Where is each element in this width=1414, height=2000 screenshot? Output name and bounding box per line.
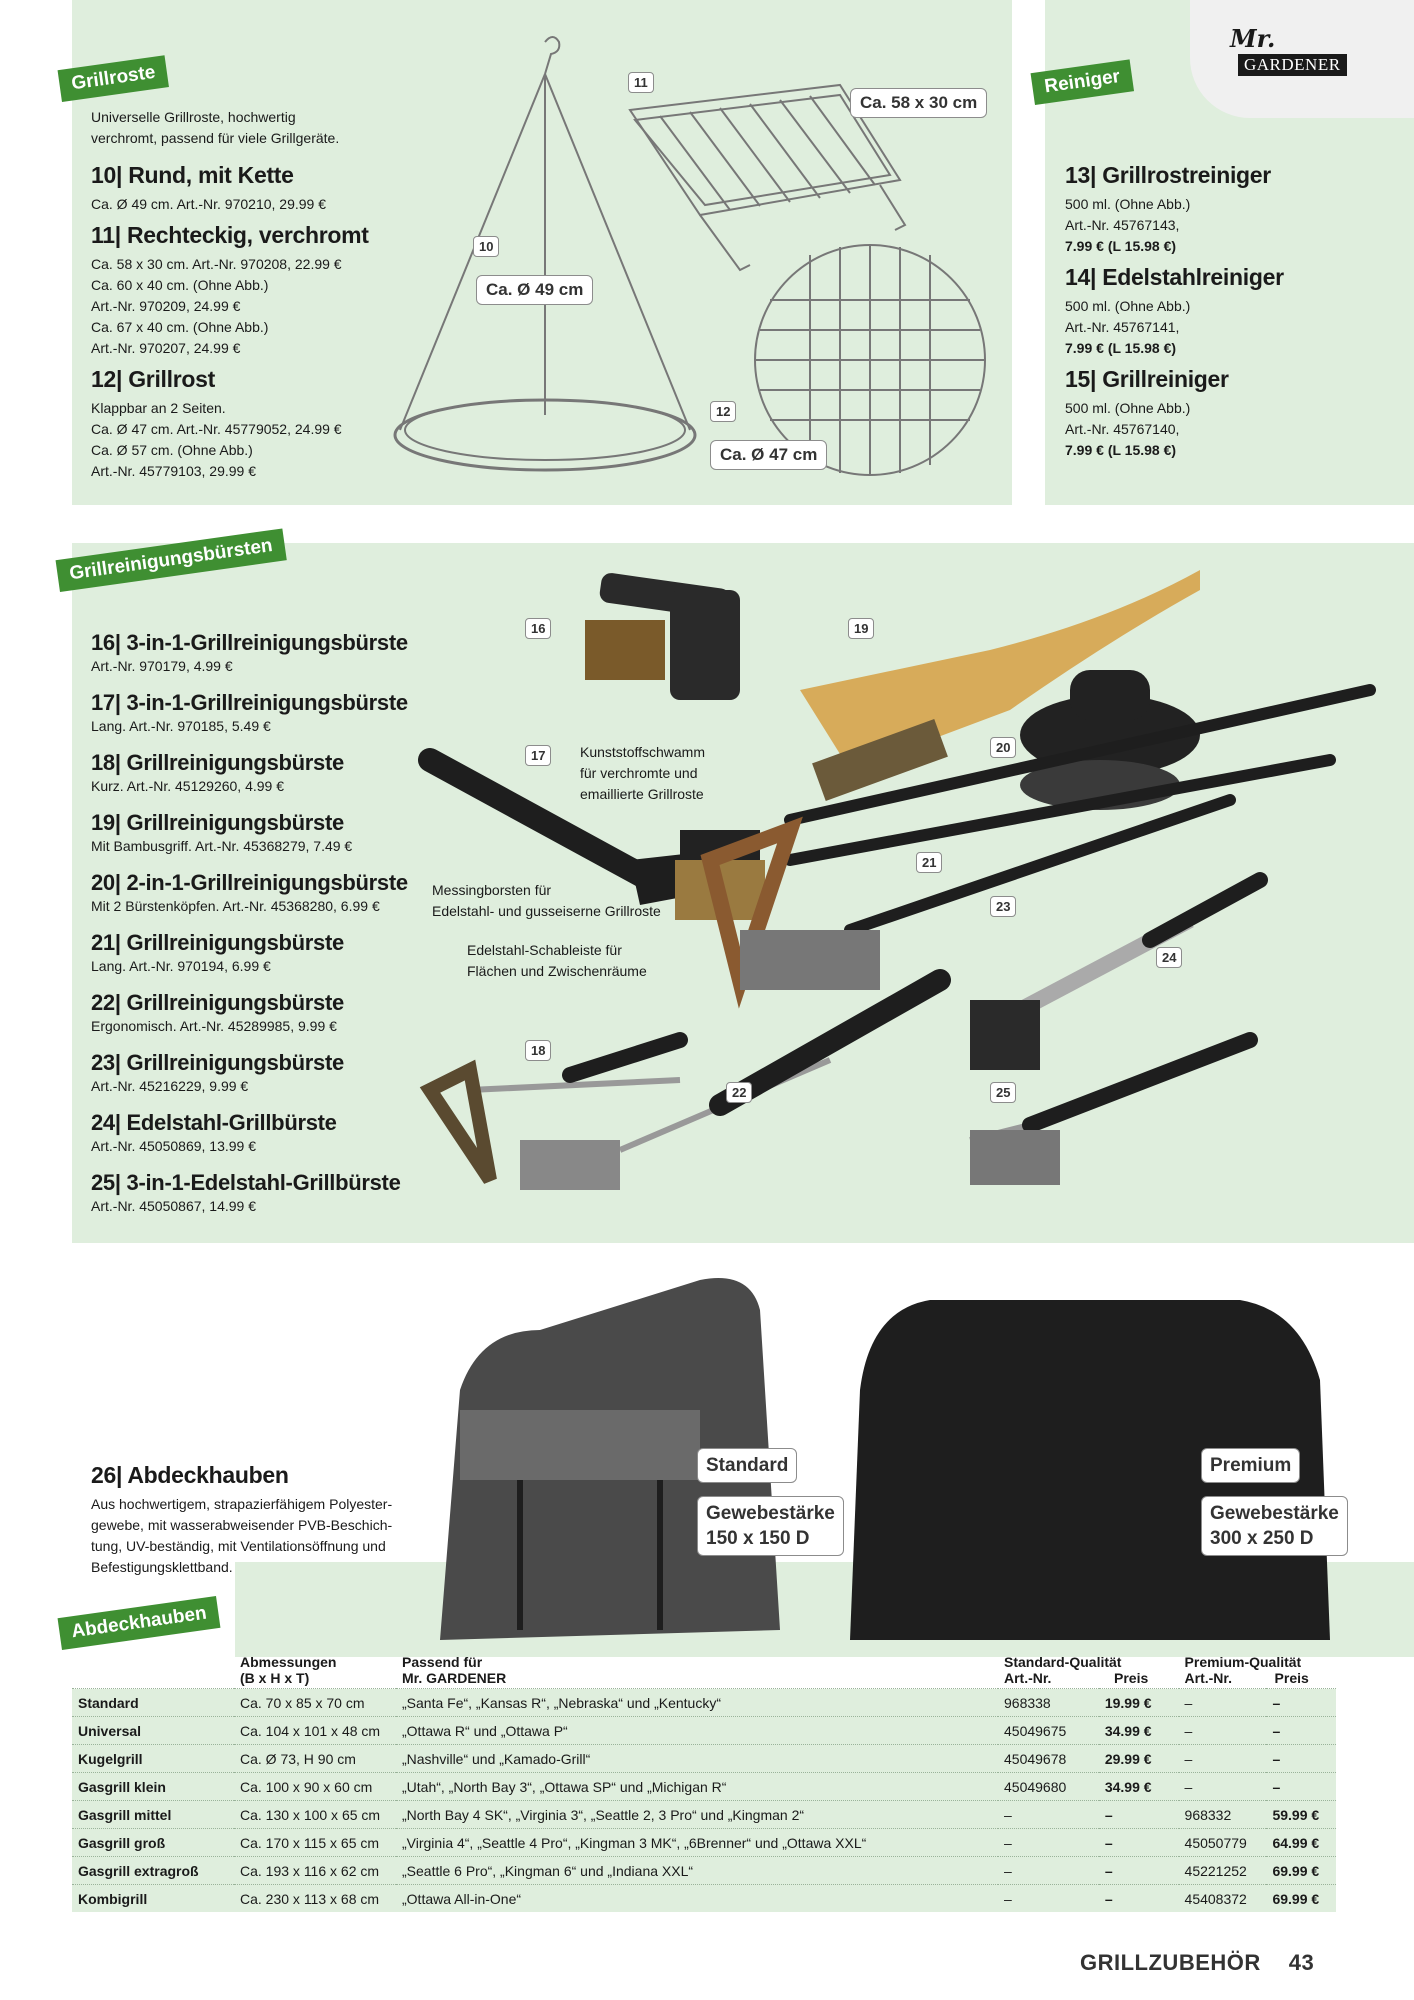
item-12-details — [91, 398, 342, 482]
table-cell: 45049675 — [998, 1717, 1099, 1745]
table-row — [72, 1745, 1336, 1773]
table-row — [72, 1857, 1336, 1885]
table-cell: Kombigrill — [72, 1885, 234, 1913]
detail-line: Ca. Ø 49 cm. Art.-Nr. 970210, 29.99 € — [91, 196, 327, 212]
table-cell: Ca. 130 x 100 x 65 cm — [234, 1801, 396, 1829]
buersten-item — [91, 690, 431, 750]
weight-line: Gewebestärke — [1210, 1503, 1339, 1524]
premium-label: Premium — [1201, 1448, 1300, 1483]
table-cell: 29.99 € — [1099, 1745, 1179, 1773]
buersten-list — [91, 630, 431, 1230]
note-scraper — [467, 940, 647, 982]
buersten-line: Kurz. Art.-Nr. 45129260, 4.99 € — [91, 778, 285, 794]
table-cell: Gasgrill groß — [72, 1829, 234, 1857]
buersten-line: Art.-Nr. 45216229, 9.99 € — [91, 1078, 249, 1094]
abdeckhauben-tag: Abdeckhauben — [58, 1596, 221, 1650]
note-sponge — [580, 742, 705, 805]
grillroste-tag: Grillroste — [58, 55, 170, 102]
table-cell: „Seattle 6 Pro“, „Kingman 6“ und „Indiana XXL“ — [396, 1857, 998, 1885]
detail-line: Klappbar an 2 Seiten. — [91, 400, 226, 416]
col-type — [72, 1652, 234, 1689]
table-row — [72, 1829, 1336, 1857]
item-14-heading: 14| Edelstahlreiniger — [1065, 264, 1284, 290]
table-cell: „Santa Fe“, „Kansas R“, „Nebraska“ und „Kentucky“ — [396, 1689, 998, 1717]
detail-line: Art.-Nr. 45767140, — [1065, 421, 1180, 437]
badge-16: 16 — [525, 618, 551, 639]
table-cell: 59.99 € — [1266, 1801, 1336, 1829]
intro-line: verchromt, passend für viele Grillgeräte. — [91, 130, 340, 146]
detail-line: 7.99 € (L 15.98 €) — [1065, 340, 1177, 356]
buersten-item — [91, 1110, 431, 1170]
table-cell: 968332 — [1179, 1801, 1267, 1829]
detail-line: Art.-Nr. 970209, 24.99 € — [91, 298, 241, 314]
badge-10: 10 — [473, 236, 499, 257]
item-15-details — [1065, 398, 1190, 461]
table-cell: „Ottawa R“ und „Ottawa P“ — [396, 1717, 998, 1745]
table-cell: – — [1179, 1773, 1267, 1801]
buersten-heading: 20| 2-in-1-Grillreinigungsbürste — [91, 870, 408, 895]
buersten-line: Ergonomisch. Art.-Nr. 45289985, 9.99 € — [91, 1018, 337, 1034]
page-number: 43 — [1288, 1950, 1315, 1975]
section-label: GRILLZUBEHÖR — [1080, 1950, 1261, 1975]
detail-line: Ca. Ø 47 cm. Art.-Nr. 45779052, 24.99 € — [91, 421, 342, 437]
size-label-11: Ca. 58 x 30 cm — [850, 88, 987, 118]
table-cell: 34.99 € — [1099, 1773, 1179, 1801]
buersten-line: Mit 2 Bürstenköpfen. Art.-Nr. 45368280, 6.99 € — [91, 898, 380, 914]
table-cell: Ca. 104 x 101 x 48 cm — [234, 1717, 396, 1745]
desc-line: Befestigungsklettband. — [91, 1559, 233, 1575]
note-line: Edelstahl-Schableiste für — [467, 942, 622, 958]
buersten-heading: 16| 3-in-1-Grillreinigungsbürste — [91, 630, 408, 655]
buersten-line: Art.-Nr. 45050867, 14.99 € — [91, 1198, 256, 1214]
detail-line: Art.-Nr. 45767141, — [1065, 319, 1180, 335]
buersten-item — [91, 810, 431, 870]
logo-brand: GARDENER — [1238, 54, 1347, 76]
table-row — [72, 1885, 1336, 1913]
table-cell: „Utah“, „North Bay 3“, „Ottawa SP“ und „Michigan R“ — [396, 1773, 998, 1801]
buersten-heading: 25| 3-in-1-Edelstahl-Grillbürste — [91, 1170, 401, 1195]
detail-line: Art.-Nr. 970207, 24.99 € — [91, 340, 241, 356]
col-fits: Passend für Mr. GARDENER — [402, 1654, 507, 1686]
badge-11: 11 — [628, 72, 654, 93]
buersten-item — [91, 750, 431, 810]
table-cell: – — [1099, 1885, 1179, 1913]
note-brass — [432, 880, 661, 922]
grillroste-intro — [91, 107, 339, 149]
buersten-heading: 21| Grillreinigungsbürste — [91, 930, 344, 955]
table-cell: – — [1179, 1717, 1267, 1745]
note-line: Messingborsten für — [432, 882, 552, 898]
item-12-heading: 12| Grillrost — [91, 366, 215, 392]
table-row — [72, 1689, 1336, 1717]
buersten-item — [91, 870, 431, 930]
buersten-item — [91, 990, 431, 1050]
badge-21: 21 — [916, 852, 942, 873]
table-cell: – — [1266, 1773, 1336, 1801]
round-grate-with-chain — [395, 37, 695, 470]
buersten-line: Mit Bambusgriff. Art.-Nr. 45368279, 7.49 € — [91, 838, 353, 854]
detail-line: Ca. 60 x 40 cm. (Ohne Abb.) — [91, 277, 269, 293]
logo-mr: Mr. — [1230, 24, 1276, 53]
badge-22: 22 — [726, 1082, 752, 1103]
detail-line: 7.99 € (L 15.98 €) — [1065, 238, 1177, 254]
table-cell: 45408372 — [1179, 1885, 1267, 1913]
weight-line: 300 x 250 D — [1210, 1528, 1314, 1549]
badge-17: 17 — [525, 745, 551, 766]
table-cell: 34.99 € — [1099, 1717, 1179, 1745]
size-label-12: Ca. Ø 47 cm — [710, 440, 827, 470]
note-line: emaillierte Grillroste — [580, 786, 704, 802]
table-cell: Standard — [72, 1689, 234, 1717]
covers-table-body — [72, 1689, 1336, 1913]
detail-line: 500 ml. (Ohne Abb.) — [1065, 298, 1191, 314]
badge-24: 24 — [1156, 947, 1182, 968]
item-26-heading: 26| Abdeckhauben — [91, 1462, 289, 1488]
item-13-heading: 13| Grillrostreiniger — [1065, 162, 1271, 188]
table-cell: „Nashville“ und „Kamado-Grill“ — [396, 1745, 998, 1773]
table-cell: 69.99 € — [1266, 1885, 1336, 1913]
badge-25: 25 — [990, 1082, 1016, 1103]
table-cell: – — [1099, 1829, 1179, 1857]
table-cell: Gasgrill mittel — [72, 1801, 234, 1829]
buersten-item — [91, 930, 431, 990]
item-15-heading: 15| Grillreiniger — [1065, 366, 1229, 392]
table-cell: Universal — [72, 1717, 234, 1745]
table-cell: Kugelgrill — [72, 1745, 234, 1773]
table-row — [72, 1773, 1336, 1801]
detail-line: Art.-Nr. 45767143, — [1065, 217, 1180, 233]
detail-line: Art.-Nr. 45779103, 29.99 € — [91, 463, 256, 479]
buersten-item — [91, 1050, 431, 1110]
table-cell: – — [998, 1829, 1099, 1857]
table-cell: Gasgrill klein — [72, 1773, 234, 1801]
buersten-heading: 22| Grillreinigungsbürste — [91, 990, 344, 1015]
detail-line: 500 ml. (Ohne Abb.) — [1065, 400, 1191, 416]
detail-line: Ca. Ø 57 cm. (Ohne Abb.) — [91, 442, 253, 458]
buersten-item — [91, 630, 431, 690]
size-label-10: Ca. Ø 49 cm — [476, 275, 593, 305]
table-row — [72, 1717, 1336, 1745]
note-line: für verchromte und — [580, 765, 698, 781]
buersten-heading: 17| 3-in-1-Grillreinigungsbürste — [91, 690, 408, 715]
note-line: Edelstahl- und gusseiserne Grillroste — [432, 903, 661, 919]
col-standard-quality: Standard-Qualität Art.-Nr. Preis — [1004, 1654, 1149, 1686]
badge-19: 19 — [848, 618, 874, 639]
table-cell: „Ottawa All-in-One“ — [396, 1885, 998, 1913]
desc-line: Aus hochwertigem, strapazierfähigem Polyester- — [91, 1496, 393, 1512]
buersten-line: Lang. Art.-Nr. 970185, 5.49 € — [91, 718, 271, 734]
table-cell: 45050779 — [1179, 1829, 1267, 1857]
table-cell: Gasgrill extragroß — [72, 1857, 234, 1885]
table-cell: – — [998, 1857, 1099, 1885]
buersten-line: Lang. Art.-Nr. 970194, 6.99 € — [91, 958, 271, 974]
table-cell: 19.99 € — [1099, 1689, 1179, 1717]
mr-gardener-logo — [1190, 0, 1414, 118]
detail-line: 500 ml. (Ohne Abb.) — [1065, 196, 1191, 212]
badge-12: 12 — [710, 401, 736, 422]
desc-line: gewebe, mit wasserabweisender PVB-Beschich- — [91, 1517, 393, 1533]
table-cell: „North Bay 4 SK“, „Virginia 3“, „Seattle 2, 3 Pro“ und „Kingman 2“ — [396, 1801, 998, 1829]
badge-20: 20 — [990, 737, 1016, 758]
detail-line: Ca. 58 x 30 cm. Art.-Nr. 970208, 22.99 € — [91, 256, 342, 272]
weight-line: Gewebestärke — [706, 1503, 835, 1524]
buersten-line: Art.-Nr. 970179, 4.99 € — [91, 658, 233, 674]
table-cell: – — [1179, 1745, 1267, 1773]
note-line: Kunststoffschwamm — [580, 744, 706, 760]
badge-23: 23 — [990, 896, 1016, 917]
intro-line: Universelle Grillroste, hochwertig — [91, 109, 296, 125]
table-header-row — [72, 1652, 1336, 1689]
detail-line: 7.99 € (L 15.98 €) — [1065, 442, 1177, 458]
badge-18: 18 — [525, 1040, 551, 1061]
note-line: Flächen und Zwischenräume — [467, 963, 647, 979]
brush-16 — [585, 572, 740, 700]
table-cell: – — [1099, 1801, 1179, 1829]
item-10-heading: 10| Rund, mit Kette — [91, 162, 294, 188]
detail-line: Ca. 67 x 40 cm. (Ohne Abb.) — [91, 319, 269, 335]
table-cell: – — [1179, 1689, 1267, 1717]
table-cell: – — [998, 1885, 1099, 1913]
table-cell: 45049678 — [998, 1745, 1099, 1773]
table-cell: 45221252 — [1179, 1857, 1267, 1885]
table-cell: – — [1099, 1857, 1179, 1885]
premium-fabric-weight — [1201, 1496, 1348, 1556]
table-cell: Ca. 193 x 116 x 62 cm — [234, 1857, 396, 1885]
table-cell: 69.99 € — [1266, 1857, 1336, 1885]
table-cell: Ca. 170 x 115 x 65 cm — [234, 1829, 396, 1857]
item-11-heading: 11| Rechteckig, verchromt — [91, 222, 369, 248]
item-14-details — [1065, 296, 1190, 359]
col-dimensions: Abmessungen (B x H x T) — [240, 1654, 337, 1686]
table-cell: Ca. 70 x 85 x 70 cm — [234, 1689, 396, 1717]
buersten-line: Art.-Nr. 45050869, 13.99 € — [91, 1138, 256, 1154]
reiniger-tag: Reiniger — [1031, 59, 1135, 105]
buersten-heading: 23| Grillreinigungsbürste — [91, 1050, 344, 1075]
covers-table — [72, 1652, 1336, 1912]
item-13-details — [1065, 194, 1190, 257]
desc-line: tung, UV-beständig, mit Ventilationsöffnung und — [91, 1538, 386, 1554]
table-cell: Ca. Ø 73, H 90 cm — [234, 1745, 396, 1773]
buersten-heading: 18| Grillreinigungsbürste — [91, 750, 344, 775]
table-cell: 968338 — [998, 1689, 1099, 1717]
item-11-details — [91, 254, 342, 359]
item-10-details — [91, 194, 326, 215]
weight-line: 150 x 150 D — [706, 1528, 810, 1549]
buersten-heading: 19| Grillreinigungsbürste — [91, 810, 344, 835]
table-cell: – — [1266, 1745, 1336, 1773]
table-cell: 64.99 € — [1266, 1829, 1336, 1857]
table-cell: – — [998, 1801, 1099, 1829]
table-cell: Ca. 230 x 113 x 68 cm — [234, 1885, 396, 1913]
table-row — [72, 1801, 1336, 1829]
col-premium-quality: Premium-Qualität Art.-Nr. Preis — [1184, 1654, 1309, 1686]
standard-label: Standard — [697, 1448, 797, 1483]
standard-fabric-weight — [697, 1496, 844, 1556]
buersten-tag: Grillreinigungsbürsten — [56, 528, 287, 592]
table-cell: „Virginia 4“, „Seattle 4 Pro“, „Kingman 3 MK“, „6Brenner“ und „Ottawa XXL“ — [396, 1829, 998, 1857]
table-cell: 45049680 — [998, 1773, 1099, 1801]
page-footer — [1080, 1950, 1314, 1976]
buersten-heading: 24| Edelstahl-Grillbürste — [91, 1110, 337, 1135]
buersten-item — [91, 1170, 431, 1230]
table-cell: – — [1266, 1689, 1336, 1717]
table-cell: Ca. 100 x 90 x 60 cm — [234, 1773, 396, 1801]
table-cell: – — [1266, 1717, 1336, 1745]
